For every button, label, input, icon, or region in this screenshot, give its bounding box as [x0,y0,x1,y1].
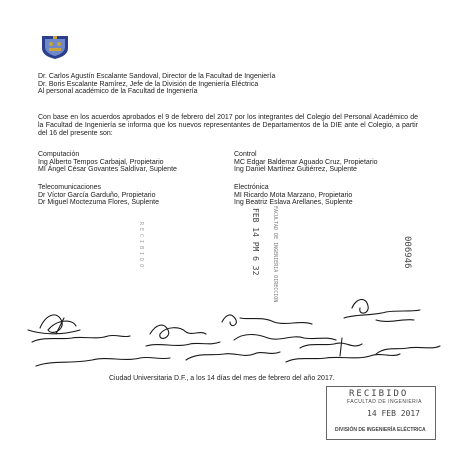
electronica-block [234,184,353,207]
received-stamp-title: RECIBIDO [349,389,409,399]
addressee-line: Al personal académico de la Facultad de Ingeniería [38,88,198,96]
representative-line: Dr Miguel Moctezuma Flores, Suplente [38,199,159,207]
addressee-block [38,73,275,96]
stamp-text: FEB 14 PM 6 32 [251,208,260,276]
representative-line: Ing Beatriz Eslava Arellanes, Suplente [234,199,353,207]
addressee-line: Dr. Carlos Agustín Escalante Sandoval, Director de la Facultad de Ingeniería [38,73,276,80]
place-date-line: Ciudad Universitaria D.F., a los 14 días del mes de febrero del año 2017. [109,375,335,382]
faculty-stamp-vertical [268,206,280,303]
department-title: Electrónica [234,184,269,191]
received-stamp-date: 14 FEB 2017 [367,409,420,418]
signature-scribble [300,338,362,356]
signature-scribble [146,342,220,346]
signature-scribble [28,315,80,334]
stamp-text: 006946 [402,236,412,269]
received-stamp-subtitle: FACULTAD DE INGENIERIA [347,399,422,405]
representative-line: MI Ricardo Mota Marzano, Propietario [234,191,353,199]
signature-scribble [186,352,280,360]
signature-scribble [32,335,130,342]
computacion-block [38,151,177,174]
received-stamp [326,386,436,440]
received-stamp-vertical [134,222,146,282]
unam-shield-logo [40,34,70,60]
representative-line: MI Ángel César Govantes Saldívar, Suplente [38,166,177,174]
control-block [234,151,378,174]
signature-scribble [344,299,420,321]
folio-stamp-vertical [402,236,414,296]
telecomunicaciones-block [38,184,159,207]
body-paragraph: Con base en los acuerdos aprobados el 9 de febrero del 2017 por los integrantes del Colegio del Personal Académico de la Facultad de Ingeniería se informa que los nuevos representantes de Departamentos de la DIE ante el Colegio, a partir del 16 del presente son: [38,114,418,137]
received-stamp-division: DIVISIÓN DE INGENIERÍA ELÉCTRICA [335,427,426,433]
department-title: Computación [38,151,80,158]
department-title: Telecomunicaciones [38,184,102,191]
stamp-text: FACULTAD DE INGENIERIA DIRECCION [272,206,278,303]
representative-line: Ing Alberto Tempos Carbajal, Propietario [38,158,164,166]
signature-scribble [376,346,440,354]
signature-scribble [234,335,336,341]
signature-scribble [150,325,206,338]
representative-line: Ing Daniel Martínez Gutiérrez, Suplente [234,166,357,174]
department-title: Control [234,151,257,158]
representative-line: MC Edgar Baldemar Aguado Cruz, Propietario [234,158,378,166]
addressee-line: Dr. Boris Escalante Ramírez, Jefe de la División de Ingeniería Eléctrica [38,80,259,88]
signature-scribble [222,315,312,326]
signature-scribble [36,357,170,366]
representative-line: Dr Víctor García Garduño, Propietario [38,191,156,199]
signature-scribble [286,354,400,362]
stamp-text: R E C I B I D O [138,222,144,268]
